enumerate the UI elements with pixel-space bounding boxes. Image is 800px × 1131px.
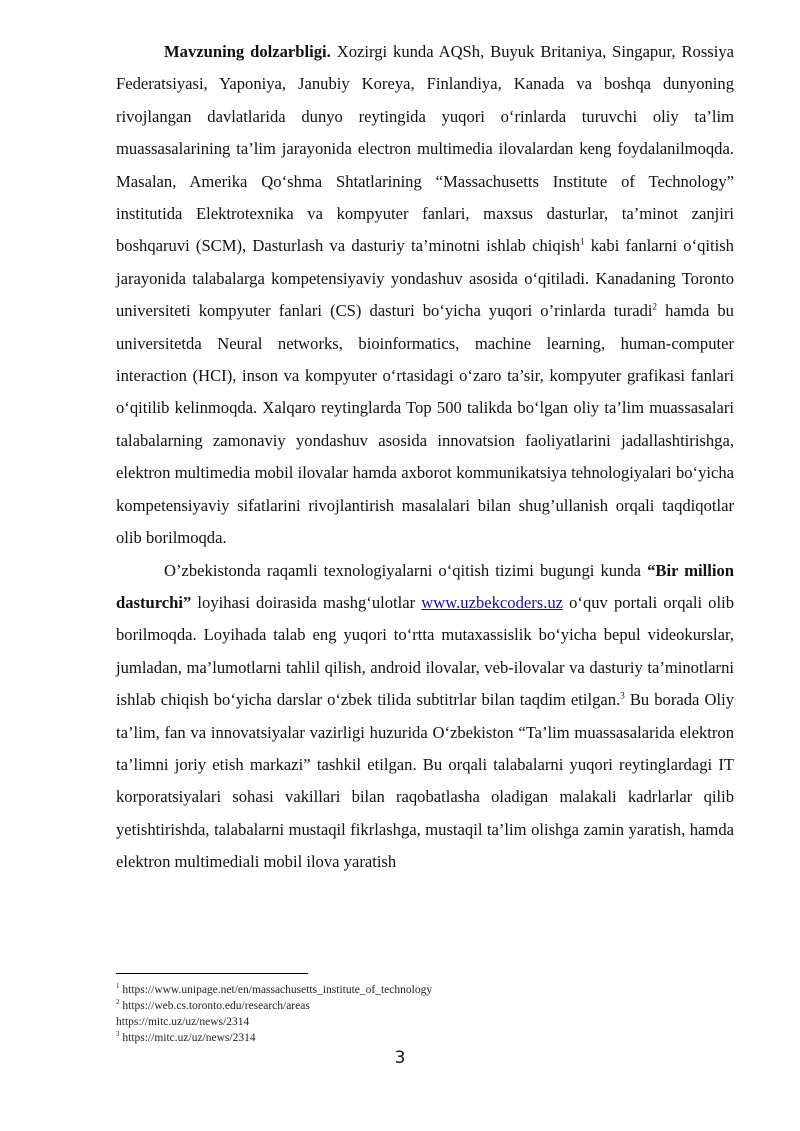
footnote-separator: [116, 973, 308, 974]
footnote-item: [116, 982, 716, 998]
footnote-mark: 2: [116, 998, 120, 1007]
paragraph-text: hamda bu universitetda Neural networks, bioinformatics, machine learning, human-computer interaction (HCI), inson va kompyuter o‘rtasidagi o‘zaro ta’sir, kompyuter grafikasi fanlari o‘qitilib kelinmoqda. Xalqaro reytinglarda Top 500 talikda bo‘lgan oliy ta’lim muassasalari talabalarning zamonaviy yondashuv asosida innovatsion faoliyatlarini jadallashtirishga, elektron multimedia mobil ilovalar hamda axborot kommunikatsiya tehnologiyalari bo‘yicha kompetensiyaviy sifatlarini rivojlantirish masalalari bilan shug’ullanish orqali taqdiqotlar olib borilmoqda.: [116, 301, 734, 548]
footnote-mark: 1: [116, 982, 120, 991]
section-heading: Mavzuning dolzarbligi.: [164, 42, 331, 61]
paragraph-relevance: [116, 36, 734, 555]
footnote-item: [116, 1014, 716, 1030]
footnote-url[interactable]: https://web.cs.toronto.edu/research/areas: [119, 1000, 310, 1012]
paragraph-text: loyihasi doirasida mashg‘ulotlar: [191, 592, 422, 612]
footnote-ref-3[interactable]: 3: [620, 690, 625, 701]
page-number: 3: [394, 1048, 406, 1068]
paragraph-text: O’zbekistonda raqamli texnologiyalarni o‘qitish tizimi bugungi kunda: [164, 560, 648, 580]
footnote-mark: 3: [116, 1030, 120, 1039]
footnote-item: [116, 998, 716, 1014]
paragraph-text: o‘quv portali orqali olib borilmoqda. Loyihada talab eng yuqori to‘rtta mutaxassislik bo‘yicha bepul videokurslar, jumladan, ma’lumotlarni tahlil qilish, android ilovalar, veb-ilovalar va dasturiy ta’minotlarni ishlab chiqish bo‘yicha darslar o‘zbek tilida subtitrlar bilan taqdim etilgan.: [116, 592, 734, 710]
uzbekcoders-link[interactable]: www.uzbekcoders.uz: [421, 592, 564, 612]
paragraph-text: Bu borada Oliy ta’lim, fan va innovatsiyalar vazirligi huzurida O‘zbekiston “Ta’lim muassasalarida elektron ta’limni joriy etish markazi” tashkil etilgan. Bu orqali talabalarni yuqori reytinglardagi IT korporatsiyalari sohasi vakillari bilan raqobatlasha oladigan malakali kadrlarlar qilib yetishtirishda, talabalarni mustaqil fikrlashga, mustaqil ta’lim olishga zamin yaratish, hamda elektron multimediali mobil ilova yaratish: [116, 690, 734, 872]
footnote-ref-1[interactable]: 1: [580, 236, 585, 247]
footnote-url[interactable]: https://mitc.uz/uz/news/2314: [116, 1016, 250, 1028]
footnote-url[interactable]: https://mitc.uz/uz/news/2314: [119, 1032, 256, 1044]
footnote-ref-2[interactable]: 2: [652, 301, 657, 312]
document-body: [116, 36, 734, 879]
paragraph-text: kabi fanlarni o‘qitish jarayonida talabalarga kompetensiyaviy yondashuv asosida o‘qitiladi. Kanadaning Toronto universiteti kompyuter fanlari (CS) dasturi bo‘yicha yuqori o’rinlarda turadi: [116, 236, 734, 321]
footnote-item: [116, 1030, 716, 1046]
footnotes: [116, 982, 716, 1046]
footnote-url[interactable]: https://www.unipage.net/en/massachusetts_institute_of_technology: [119, 984, 433, 996]
paragraph-text: Xozirgi kunda AQSh, Buyuk Britaniya, Singapur, Rossiya Federatsiyasi, Yaponiya, Janubiy Koreya, Finlandiya, Kanada va boshqa dunyoning rivojlangan davlatlarida dunyo reytingida yuqori o‘rinlarda turuvchi oliy ta’lim muassasalarining ta’lim jarayonida electron multimedia ilovalardan keng foydalanilmoqda. Masalan, Amerika Qo‘shma Shtatlarining “Massachusetts Institute of Technology” institutida Elektrotexnika va kompyuter fanlari, maxsus dasturlar, ta’minot zanjiri boshqaruvi (SCM), Dasturlash va dasturiy ta’minotni ishlab chiqish: [116, 42, 735, 256]
project-name: “Bir million dasturchi”: [116, 560, 734, 612]
paragraph-uzbekistan: [116, 555, 734, 879]
